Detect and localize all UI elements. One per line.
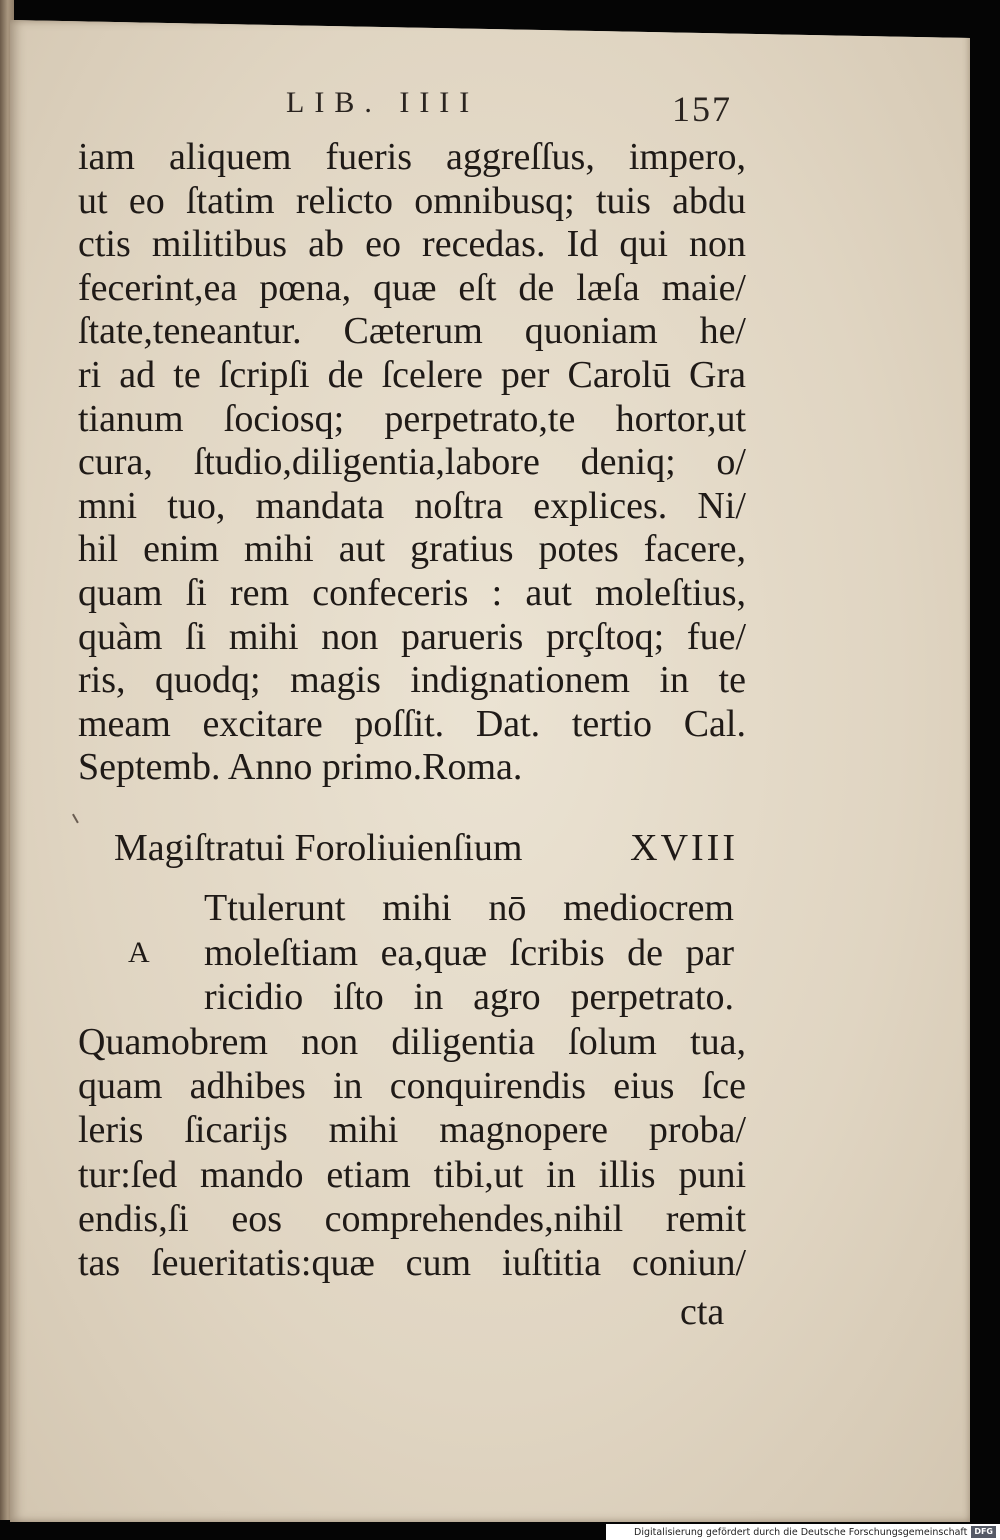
text-line: iam aliquem fueris aggreſſus, impero, <box>78 136 746 178</box>
text-line: ſtate,teneantur. Cæterum quoniam he/ <box>78 310 746 353</box>
text-line: meam excitare poſſit. Dat. tertio Cal. <box>78 702 746 745</box>
text-line: fecerint,ea pœna, quæ eſt de læſa maie/ <box>78 266 746 309</box>
text-line: ctis militibus ab eo recedas. Id qui non <box>78 223 746 266</box>
digitization-credit <box>606 1524 1000 1540</box>
text-line: ris, quodq; magis indignationem in te <box>78 659 746 702</box>
text-line: ri ad te ſcripſi de ſcelere per Carolū Gra <box>78 353 746 396</box>
letter-heading <box>114 826 738 870</box>
text-line: ut eo ſtatim relicto omnibusq; tuis abdu <box>78 179 746 222</box>
letter-numeral: XVIII <box>630 827 738 869</box>
text-line: tur:ſed mando etiam tibi,ut in illis puni <box>78 1153 746 1196</box>
page-number: 157 <box>672 89 732 129</box>
initial-letter-guide: A <box>128 936 150 969</box>
running-title: LIB. IIII <box>286 86 480 119</box>
text-line: quam adhibes in conquirendis eius ſce <box>78 1065 746 1108</box>
letter-body-bottom <box>78 1020 746 1285</box>
text-line: Quamobrem non diligentia ſolum tua, <box>78 1021 746 1063</box>
letter-body-top <box>78 136 746 790</box>
text-line: moleſtiam ea,quæ ſcribis de par <box>204 931 734 974</box>
text-line: quàm ſi mihi non parueris prçſtoq; fue/ <box>78 615 746 658</box>
text-line: endis,ſi eos comprehendes,nihil remit <box>78 1197 746 1240</box>
text-line: cura, ſtudio,diligentia,labore deniq; o/ <box>78 441 746 484</box>
text-line: leris ſicarijs mihi magnopere proba/ <box>78 1109 746 1152</box>
dfg-logo-icon: DFG <box>971 1526 996 1538</box>
letter-opening <box>204 886 734 1020</box>
text-line: mni tuo, mandata noſtra explices. Ni/ <box>78 484 746 527</box>
text-line: Septemb. Anno primo.Roma. <box>78 746 523 789</box>
text-line: ricidio iſto in agro perpetrato. <box>204 976 734 1018</box>
text-line: quam ſi rem confeceris : aut moleſtius, <box>78 571 746 614</box>
text-line: hil enim mihi aut gratius potes facere, <box>78 528 746 571</box>
text-line: tas ſeueritatis:quæ cum iuſtitia coniun/ <box>78 1241 746 1284</box>
text-line: tianum ſociosq; perpetrato,te hortor,ut <box>78 397 746 440</box>
credit-text: Digitalisierung gefördert durch die Deutsche Forschungsgemeinschaft <box>634 1526 968 1538</box>
heading-addressee: Magiſtratui Foroliuienſium <box>114 827 523 869</box>
text-line: Ttulerunt mihi nō mediocrem <box>204 887 734 929</box>
catchword: cta <box>680 1291 725 1333</box>
